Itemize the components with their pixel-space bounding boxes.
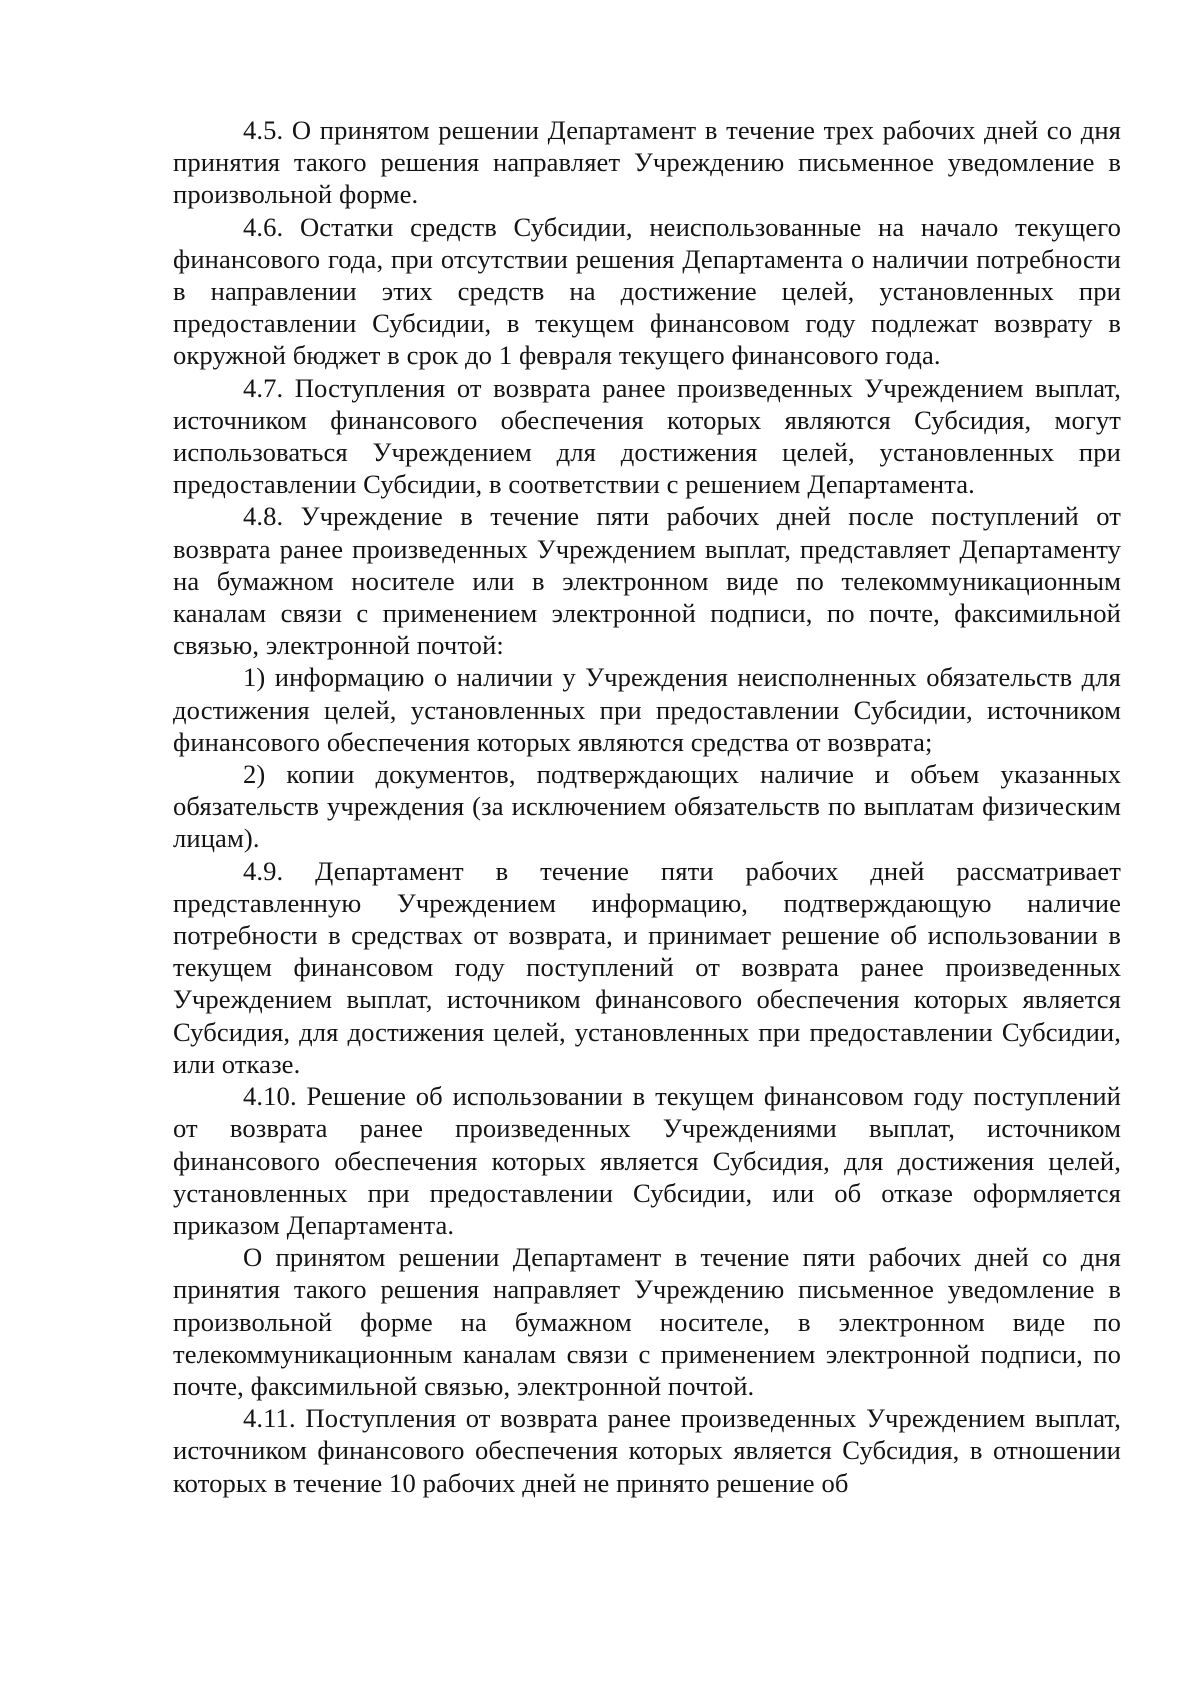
paragraph-4-5: 4.5. О принятом решении Департамент в течение трех рабочих дней со дня принятия такого решения направляет Учреждению письменное уведомление в произвольной форме.	[173, 115, 1121, 210]
paragraph-4-7: 4.7. Поступления от возврата ранее произведенных Учреждением выплат, источником финансового обеспечения которых являются Субсидия, могут использоваться Учреждением для достижения целей, установленных при предоставлении Субсидии, в соответствии с решением Департамента.	[173, 372, 1121, 500]
paragraph-4-11: 4.11. Поступления от возврата ранее произведенных Учреждением выплат, источником финансового обеспечения которых является Субсидия, в отношении которых в течение 10 рабочих дней не принято решение об	[173, 1403, 1121, 1498]
paragraph-4-10: 4.10. Решение об использовании в текущем финансовом году поступлений от возврата ранее произведенных Учреждениями выплат, источником финансового обеспечения которых является Субсидия, для достижения целей, установленных при предоставлении Субсидии, или об отказе оформляется приказом Департамента.	[173, 1081, 1121, 1240]
list-item-1: 1) информацию о наличии у Учреждения неисполненных обязательств для достижения целей, установленных при предоставлении Субсидии, источником финансового обеспечения которых являются средства от возврата;	[173, 662, 1121, 757]
document-body	[173, 114, 1121, 1499]
paragraph-4-8: 4.8. Учреждение в течение пяти рабочих дней после поступлений от возврата ранее произведенных Учреждением выплат, представляет Департаменту на бумажном носителе или в электронном виде по телекоммуникационным каналам связи с применением электронной подписи, по почте, факсимильной связью, электронной почтой:	[173, 501, 1121, 661]
paragraph-notice: О принятом решении Департамент в течение пяти рабочих дней со дня принятия такого решения направляет Учреждению письменное уведомление в произвольной форме на бумажном носителе, в электронном виде по телекоммуникационным каналам связи с применением электронной подписи, по почте, факсимильной связью, электронной почтой.	[173, 1242, 1121, 1401]
list-item-2: 2) копии документов, подтверждающих наличие и объем указанных обязательств учреждения (за исключением обязательств по выплатам физическим лицам).	[173, 759, 1121, 854]
paragraph-4-6: 4.6. Остатки средств Субсидии, неиспользованные на начало текущего финансового года, при отсутствии решения Департамента о наличии потребности в направлении этих средств на достижение целей, установленных при предоставлении Субсидии, в текущем финансовом году подлежат возврату в окружной бюджет в срок до 1 февраля текущего финансового года.	[173, 211, 1121, 371]
paragraph-4-9: 4.9. Департамент в течение пяти рабочих дней рассматривает представленную Учреждением информацию, подтверждающую наличие потребности в средствах от возврата, и принимает решение об использовании в текущем финансовом году поступлений от возврата ранее произведенных Учреждением выплат, источником финансового обеспечения которых является Субсидия, для достижения целей, установленных при предоставлении Субсидии, или отказе.	[173, 855, 1121, 1079]
